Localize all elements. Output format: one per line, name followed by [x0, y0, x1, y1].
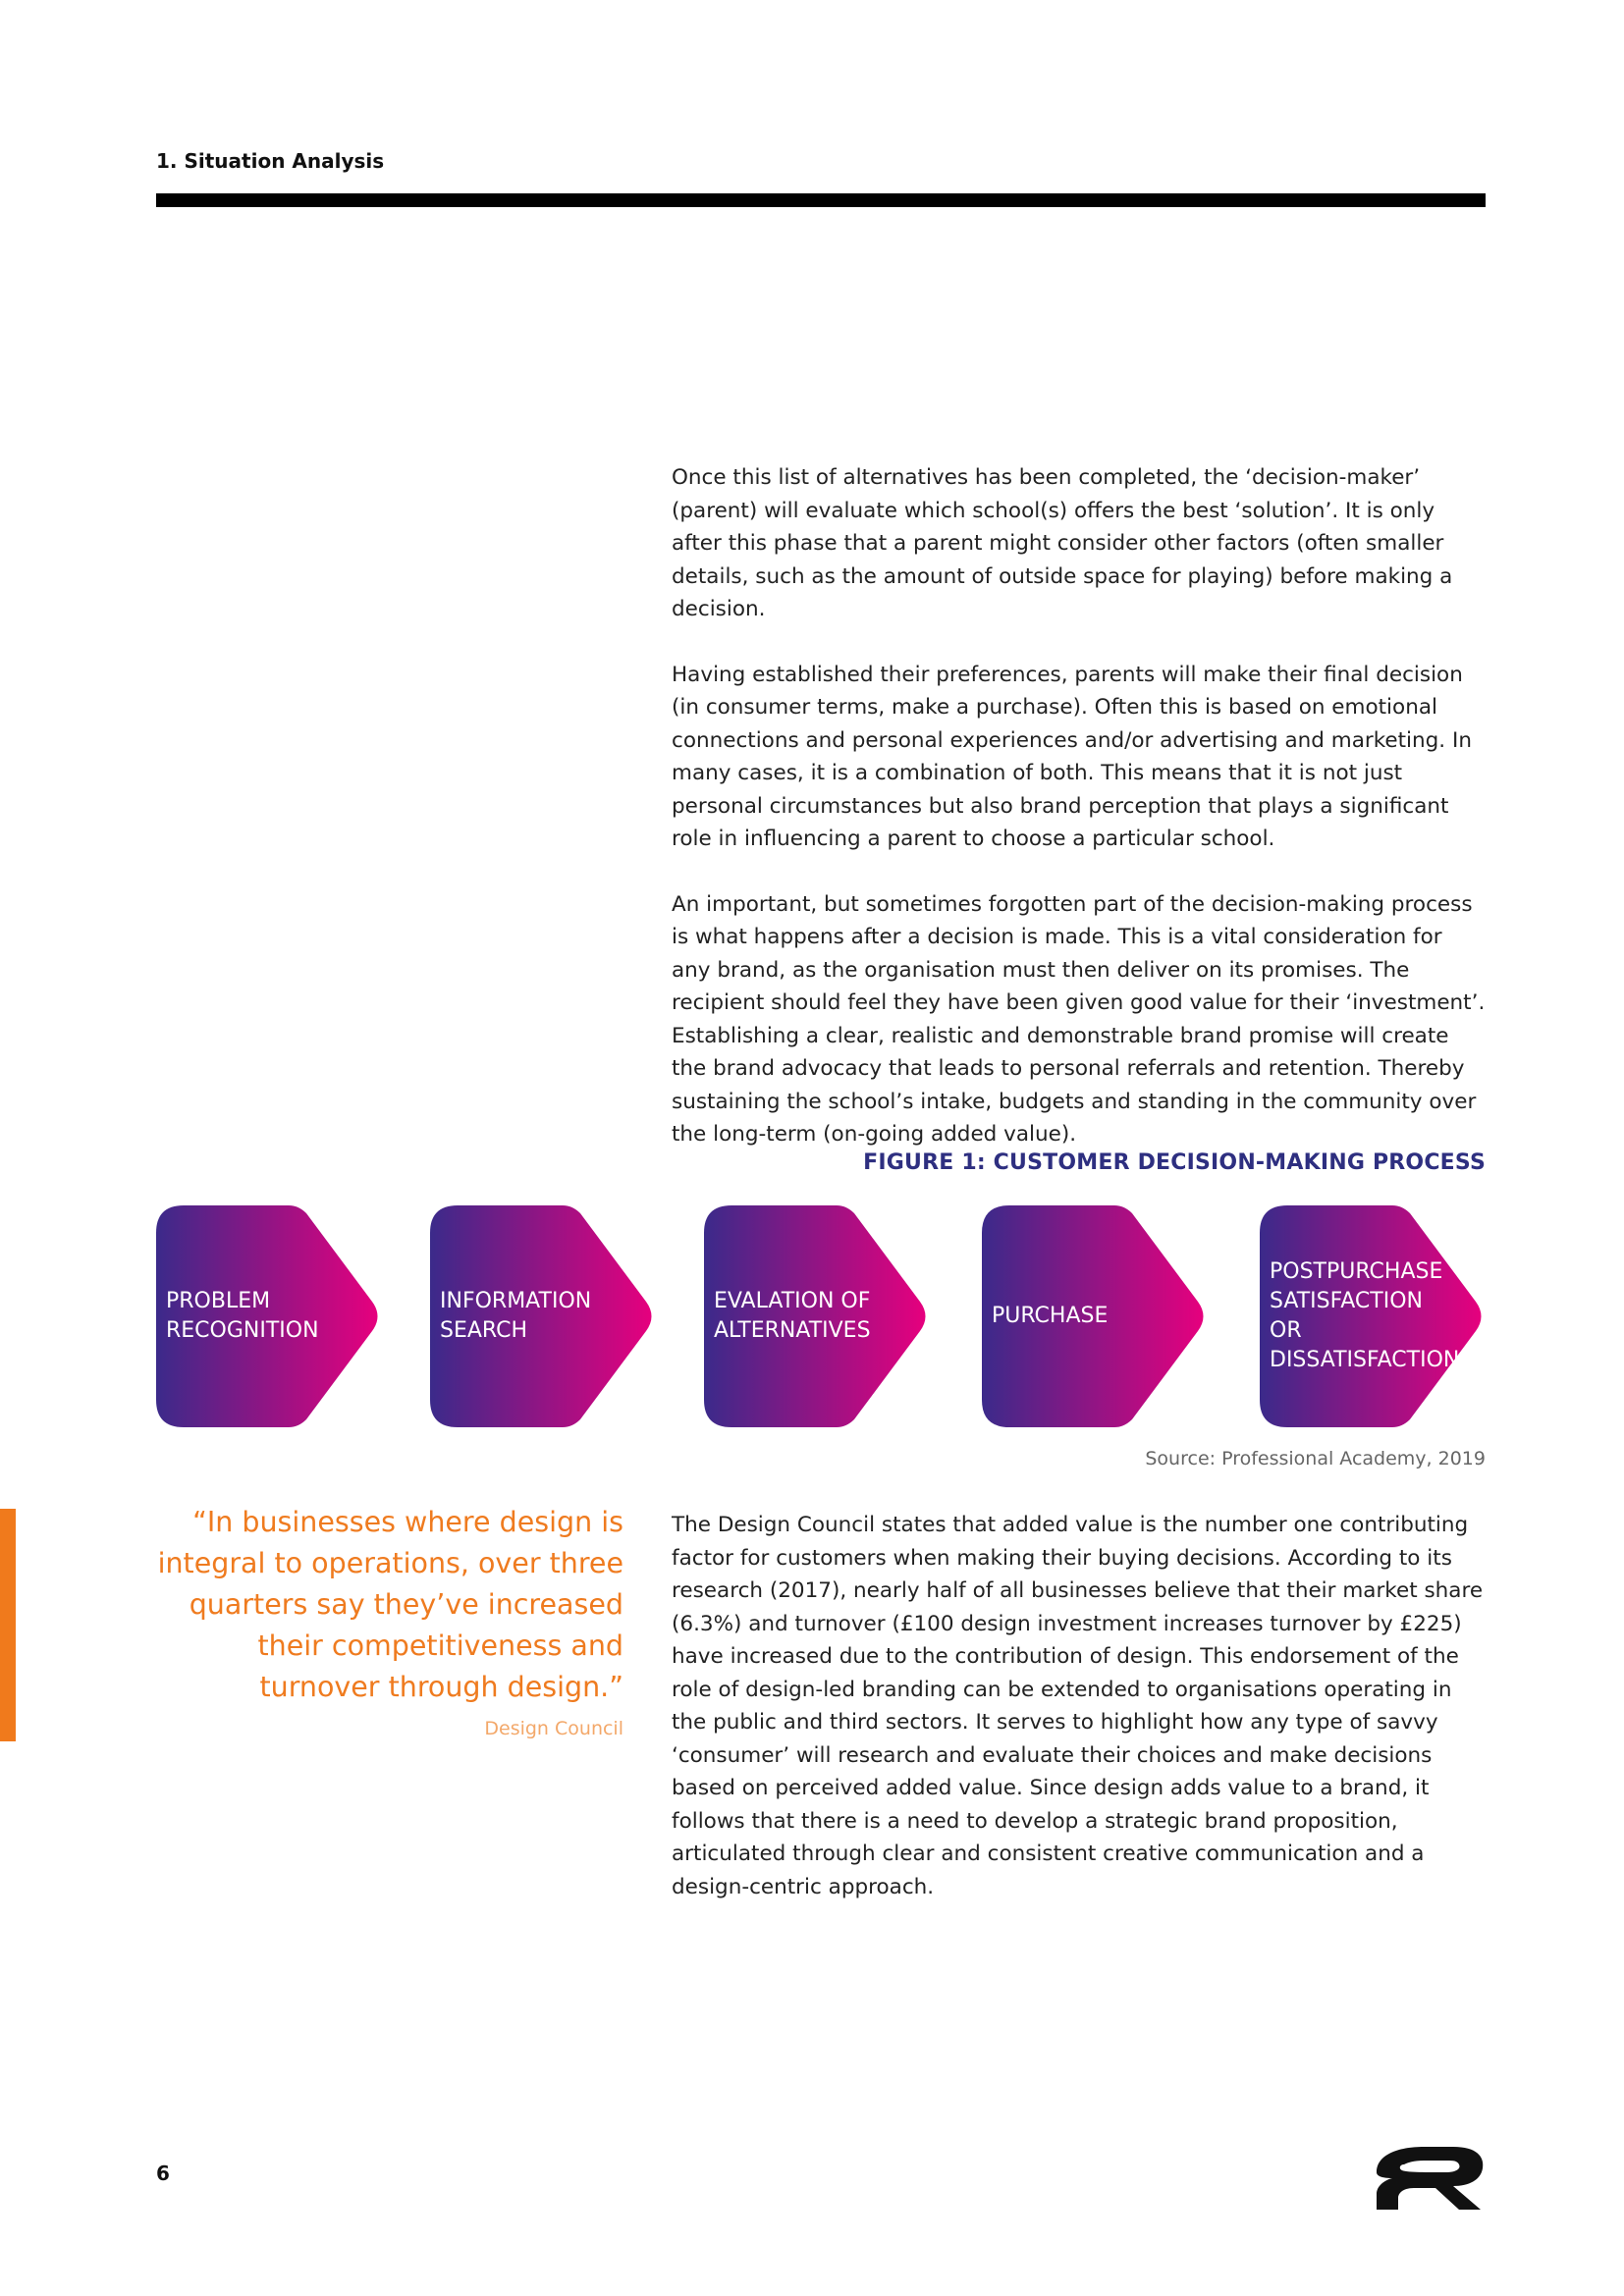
paragraph-3: An important, but sometimes forgotten part of the decision-making process is what happens after a decision is made. This is a vital consideration for any brand, as the organisation must then deliver on its promises. The recipient should feel they have been given good value for their ‘investment’. Establishing a clear, realistic and demonstrable brand promise will create the brand advocacy that leads to personal referrals and retention. Thereby sustaining the school’s intake, budgets and standing in the community over the long-term (on-going added value). — [672, 891, 1486, 1147]
body-text-top — [672, 461, 1487, 1184]
process-step-postpurchase — [1260, 1205, 1487, 1427]
quote-attribution: Design Council — [484, 1718, 623, 1739]
section-title: 1. Situation Analysis — [156, 149, 385, 173]
process-step-evaluation-of-alternatives — [704, 1205, 931, 1427]
figure-source: Source: Professional Academy, 2019 — [1145, 1448, 1486, 1469]
paragraph-4: The Design Council states that added value is the number one contributing factor for customers when making their buying decisions. According to its research (2017), nearly half of all businesses believe that their market share (6.3%) and turnover (£100 design investment increases turnover by £225) have increased due to the contribution of design. This endorsement of the role of design-led branding can be extended to organisations operating in the public and third sectors. It serves to highlight how any type of savvy ‘consumer’ will research and evaluate their choices and make decisions based on perceived added value. Since design adds value to a brand, it follows that there is a need to develop a strategic brand proposition, articulated through clear and consistent creative communication and a design-centric approach. — [672, 1513, 1484, 1899]
step-label: INFORMATION SEARCH — [440, 1289, 592, 1343]
step-label: PROBLEM RECOGNITION — [166, 1289, 319, 1343]
figure-title: FIGURE 1: CUSTOMER DECISION-MAKING PROCESS — [863, 1150, 1486, 1175]
process-step-purchase — [982, 1205, 1209, 1427]
step-label: POSTPURCHASE SATISFACTION OR DISSATISFACTION — [1270, 1259, 1460, 1372]
page-number: 6 — [156, 2162, 170, 2185]
brand-logo-icon — [1363, 2143, 1489, 2217]
paragraph-2: Having established their preferences, parents will make their final decision (in consumer terms, make a purchase). Often this is based on emotional connections and personal experiences and/or advertising and marketing. In many cases, it is a combination of both. This means that it is not just personal circumstances but also brand perception that plays a significant role in influencing a parent to choose a particular school. — [672, 662, 1472, 851]
process-step-information-search — [430, 1205, 657, 1427]
process-diagram — [156, 1205, 1488, 1427]
step-label: EVALATION OF ALTERNATIVES — [714, 1289, 871, 1343]
pull-quote: “In businesses where design is integral to operations, over three quarters say they’ve increased their competitiveness and turnover through design.” — [157, 1506, 623, 1703]
quote-accent-bar — [0, 1509, 16, 1741]
process-step-problem-recognition — [156, 1205, 383, 1427]
header-rule — [156, 193, 1486, 207]
paragraph-1: Once this list of alternatives has been completed, the ‘decision-maker’ (parent) will evaluate which school(s) offers the best ‘solution’. It is only after this phase that a parent might consider other factors (often smaller details, such as the amount of outside space for playing) before making a decision. — [672, 465, 1453, 621]
body-text-bottom — [672, 1509, 1487, 1936]
step-label: PURCHASE — [992, 1304, 1109, 1328]
